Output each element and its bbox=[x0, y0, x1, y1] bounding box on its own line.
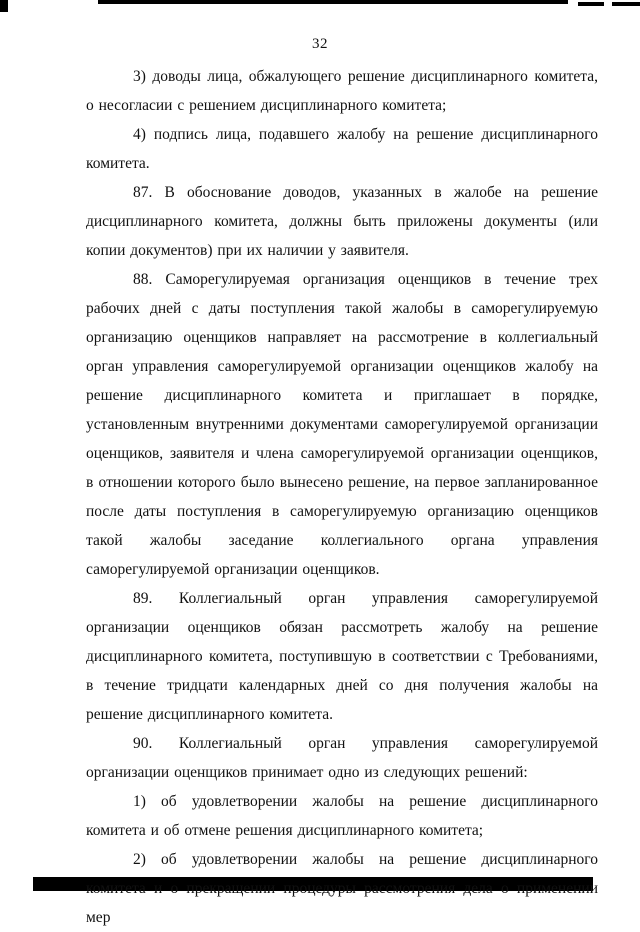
paragraph: 88. Саморегулируемая организация оценщиков в течение трех рабочих дней с даты поступления такой жалобы в саморегулируемую организацию оценщиков направляет на рассмотрение в коллегиальный орган управления саморегулируемой организации оценщиков жалобу на решение дисциплинарного комитета и приглашает в порядке, установленным внутренними документами саморегулируемой организации оценщиков, заявителя и члена саморегулируемой организации оценщиков, в отношении которого было вынесено решение, на первое запланированное после даты поступления в саморегулируемую организацию оценщиков такой жалобы заседание коллегиального органа управления саморегулируемой организации оценщиков. bbox=[86, 271, 598, 578]
paragraph: 4) подпись лица, подавшего жалобу на решение дисциплинарного комитета. bbox=[86, 126, 598, 172]
paragraph: 1) об удовлетворении жалобы на решение дисциплинарного комитета и об отмене решения дисциплинарного комитета; bbox=[86, 793, 598, 839]
scan-artifact-top-line bbox=[98, 0, 568, 4]
document-body bbox=[86, 62, 598, 932]
paragraph: 89. Коллегиальный орган управления саморегулируемой организации оценщиков обязан рассмотреть жалобу на решение дисциплинарного комитета, поступившую в соответствии с Требованиями, в течение тридцати календарных дней со дня получения жалобы на решение дисциплинарного комитета. bbox=[86, 590, 598, 723]
paragraph: 87. В обоснование доводов, указанных в жалобе на решение дисциплинарного комитета, должны быть приложены документы (или копии документов) при их наличии у заявителя. bbox=[86, 184, 598, 259]
scan-artifact-top-dash bbox=[578, 2, 604, 6]
scan-artifact-left-corner bbox=[0, 0, 8, 12]
paragraph: 90. Коллегиальный орган управления саморегулируемой организации оценщиков принимает одно из следующих решений: bbox=[86, 735, 598, 781]
scan-artifact-top-dash bbox=[612, 2, 640, 6]
paragraph: 2) об удовлетворении жалобы на решение дисциплинарного комитета и о прекращении процедуры рассмотрения дела о применении мер bbox=[86, 851, 598, 926]
page-number: 32 bbox=[312, 36, 328, 52]
paragraph: 3) доводы лица, обжалующего решение дисциплинарного комитета, о несогласии с решением дисциплинарного комитета; bbox=[86, 68, 598, 114]
